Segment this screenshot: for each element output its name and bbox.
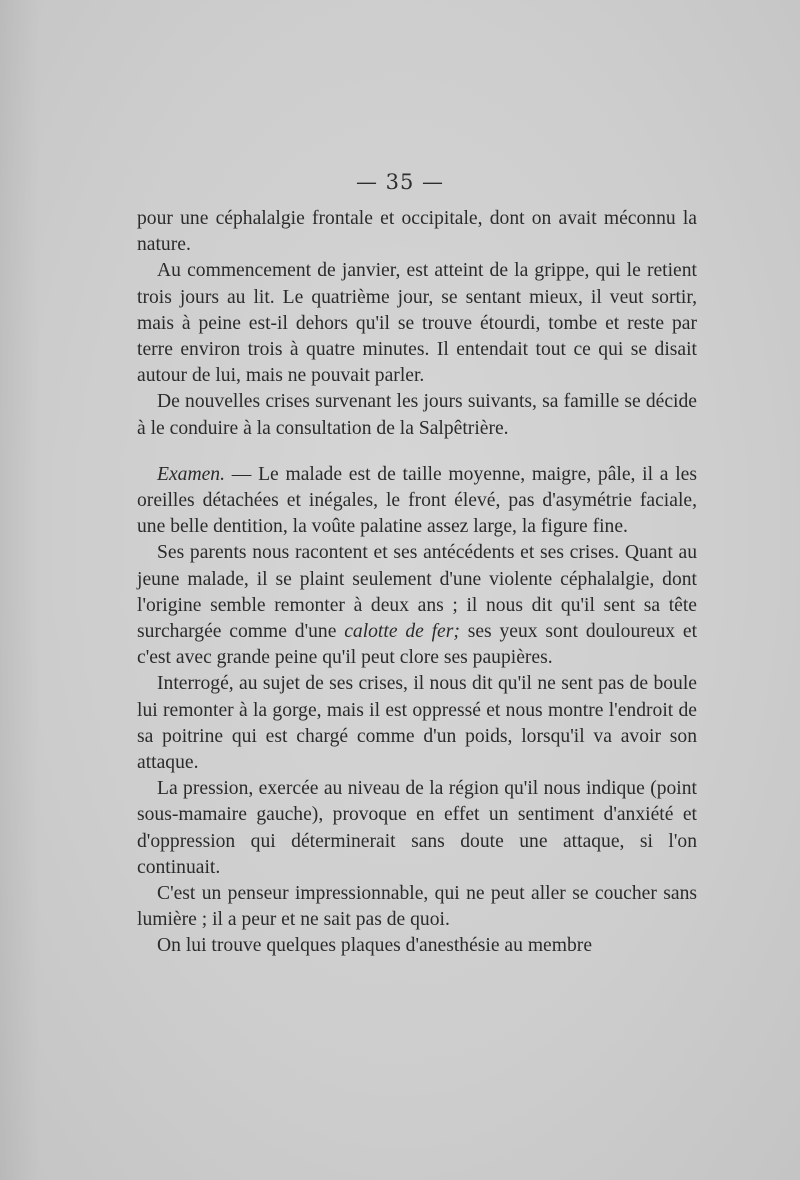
paragraph-anesthesie: On lui trouve quelques plaques d'anesthésie au membre (157, 935, 593, 957)
parents-text-after: ses yeux sont douloureux et c'est avec grande peine qu'il peut clore ses paupières. (137, 621, 698, 669)
examen-text: — Le malade est de taille moyenne, maigre, pâle, il a les oreilles détachées et inégales, le front élevé, pas d'asymétrie faciale, une belle dentition, la voûte palatine assez large, la figure fine. (137, 463, 697, 538)
paragraph-continuation: pour une céphalalgie frontale et occipitale, dont on avait méconnu la nature. (137, 208, 697, 256)
paragraph-penseur: C'est un penseur impressionnable, qui ne peut aller se coucher sans lumière ; il a peur et ne sait pas de quoi. (137, 883, 697, 931)
paragraph-pression: La pression, exercée au niveau de la région qu'il nous indique (point sous-mamaire gauche), provoque en effet un sentiment d'anxiété et d'oppression qui déterminerait sans doute une attaque, si l'on continuait. (137, 778, 697, 878)
page-number: — 35 — (355, 170, 445, 194)
paragraph-examen (137, 462, 697, 541)
paragraph-parents (137, 540, 697, 671)
parents-text: Ses parents nous racontent et ses antécédents et ses crises. Quant au jeune malade, il se plaint seulement d'une violente céphalalgie, dont l'origine semble remonter à deux ans ; il nous dit qu'il sent sa tête surchargée comme d'une (137, 542, 697, 643)
paragraph-interroge: Interrogé, au sujet de ses crises, il nous dit qu'il ne sent pas de boule lui remonter à la gorge, mais il est oppressé et nous montre l'endroit de sa poitrine qui est chargé comme d'un poids, lorsqu'il va avoir son attaque. (137, 673, 697, 774)
paragraph-crises: De nouvelles crises survenant les jours suivants, sa famille se décide à le conduire à la consultation de la Salpêtrière. (137, 391, 697, 439)
page-body (137, 206, 697, 960)
parents-italic: calotte de fer; (344, 621, 460, 643)
paragraph-grippe: Au commencement de janvier, est atteint de la grippe, qui le retient trois jours au lit. Le quatrième jour, se sentant mieux, il veut sortir, mais à peine est-il dehors qu'il se trouve étourdi, tombe et reste par terre environ trois à quatre minutes. Il entendait tout ce qui se disait autour de lui, mais ne pouvait parler. (137, 260, 697, 387)
examen-label: Examen. (157, 463, 226, 485)
